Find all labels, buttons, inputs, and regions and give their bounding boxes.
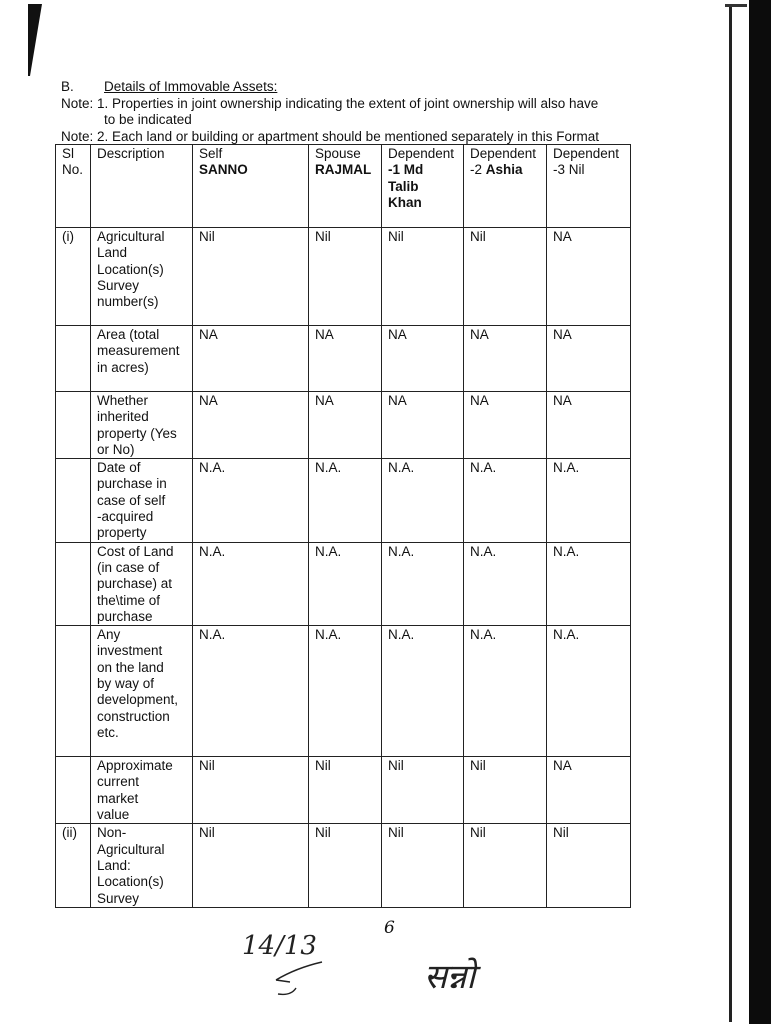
cell-dependent-1: N.A. <box>382 459 464 542</box>
table-row <box>56 392 631 459</box>
page-number: 6 <box>384 918 395 938</box>
header-dependent-1: Dependent -1 Md Talib Khan <box>382 145 464 228</box>
header-dependent-3: Dependent -3 Nil <box>547 145 631 228</box>
cell-description: Whether inherited property (Yes or No) <box>91 392 193 459</box>
cell-self: Nil <box>193 757 309 824</box>
cell-description: Approximate current market value <box>91 757 193 824</box>
cell-self: Nil <box>193 228 309 326</box>
section-letter: B. <box>61 79 74 94</box>
table-row <box>56 757 631 824</box>
cell-dependent-1: N.A. <box>382 542 464 625</box>
cell-self: N.A. <box>193 626 309 757</box>
table-row <box>56 542 631 625</box>
cell-dependent-3: NA <box>547 228 631 326</box>
cell-sl-no <box>56 757 91 824</box>
cell-dependent-3: N.A. <box>547 459 631 542</box>
cell-dependent-1: Nil <box>382 824 464 907</box>
scan-binding-edge <box>719 0 771 1024</box>
cell-spouse: Nil <box>309 824 382 907</box>
cell-spouse: N.A. <box>309 626 382 757</box>
cell-description: Non- Agricultural Land: Location(s) Survey <box>91 824 193 907</box>
svg-text:14/13: 14/13 <box>242 931 317 961</box>
cell-dependent-2: Nil <box>464 228 547 326</box>
cell-dependent-2: N.A. <box>464 542 547 625</box>
note-1: Note: 1. Properties in joint ownership indicating the extent of joint ownership will also have <box>61 96 599 111</box>
cell-dependent-3: Nil <box>547 824 631 907</box>
cell-self: N.A. <box>193 542 309 625</box>
cell-description: Any investment on the land by way of development, construction etc. <box>91 626 193 757</box>
cell-sl-no <box>56 542 91 625</box>
cell-description: Date of purchase in case of self -acquired property <box>91 459 193 542</box>
cell-dependent-1: NA <box>382 326 464 392</box>
table-row <box>56 228 631 326</box>
section-title: Details of Immovable Assets: <box>104 79 278 94</box>
cell-spouse: NA <box>309 392 382 459</box>
cell-dependent-2: N.A. <box>464 459 547 542</box>
cell-dependent-2: NA <box>464 392 547 459</box>
cell-dependent-2: Nil <box>464 824 547 907</box>
signature <box>420 948 530 1008</box>
immovable-assets-table <box>55 144 631 908</box>
cell-sl-no: (i) <box>56 228 91 326</box>
table-header-row <box>56 145 631 228</box>
cell-sl-no <box>56 626 91 757</box>
cell-self: NA <box>193 326 309 392</box>
table-row <box>56 326 631 392</box>
cell-spouse: N.A. <box>309 459 382 542</box>
cell-dependent-1: Nil <box>382 757 464 824</box>
note-2: Note: 2. Each land or building or apartment should be mentioned separately in this Format <box>61 129 600 144</box>
cell-dependent-3: NA <box>547 392 631 459</box>
handwritten-date <box>236 918 336 1008</box>
section-heading <box>61 79 277 95</box>
cell-description: Cost of Land (in case of purchase) at the\time of purchase <box>91 542 193 625</box>
scan-corner-mark <box>28 4 42 76</box>
cell-spouse: Nil <box>309 228 382 326</box>
cell-spouse: N.A. <box>309 542 382 625</box>
note-1-continued: to be indicated <box>104 112 192 127</box>
cell-dependent-1: N.A. <box>382 626 464 757</box>
cell-spouse: NA <box>309 326 382 392</box>
cell-dependent-1: NA <box>382 392 464 459</box>
header-sl-no: Sl No. <box>56 145 91 228</box>
header-description: Description <box>91 145 193 228</box>
cell-sl-no <box>56 326 91 392</box>
cell-dependent-3: NA <box>547 326 631 392</box>
cell-dependent-3: N.A. <box>547 542 631 625</box>
cell-description: Area (total measurement in acres) <box>91 326 193 392</box>
cell-sl-no: (ii) <box>56 824 91 907</box>
header-spouse: Spouse RAJMAL <box>309 145 382 228</box>
cell-description: Agricultural Land Location(s) Survey number(s) <box>91 228 193 326</box>
cell-sl-no <box>56 392 91 459</box>
cell-dependent-2: N.A. <box>464 626 547 757</box>
table-row <box>56 824 631 907</box>
table-row <box>56 626 631 757</box>
header-dependent-2: Dependent -2 Ashia <box>464 145 547 228</box>
svg-text:सन्नो: सन्नो <box>424 957 476 997</box>
cell-self: NA <box>193 392 309 459</box>
cell-dependent-3: NA <box>547 757 631 824</box>
cell-sl-no <box>56 459 91 542</box>
cell-spouse: Nil <box>309 757 382 824</box>
cell-dependent-1: Nil <box>382 228 464 326</box>
cell-dependent-3: N.A. <box>547 626 631 757</box>
cell-self: N.A. <box>193 459 309 542</box>
header-self: Self SANNO <box>193 145 309 228</box>
cell-self: Nil <box>193 824 309 907</box>
cell-dependent-2: NA <box>464 326 547 392</box>
cell-dependent-2: Nil <box>464 757 547 824</box>
table-row <box>56 459 631 542</box>
